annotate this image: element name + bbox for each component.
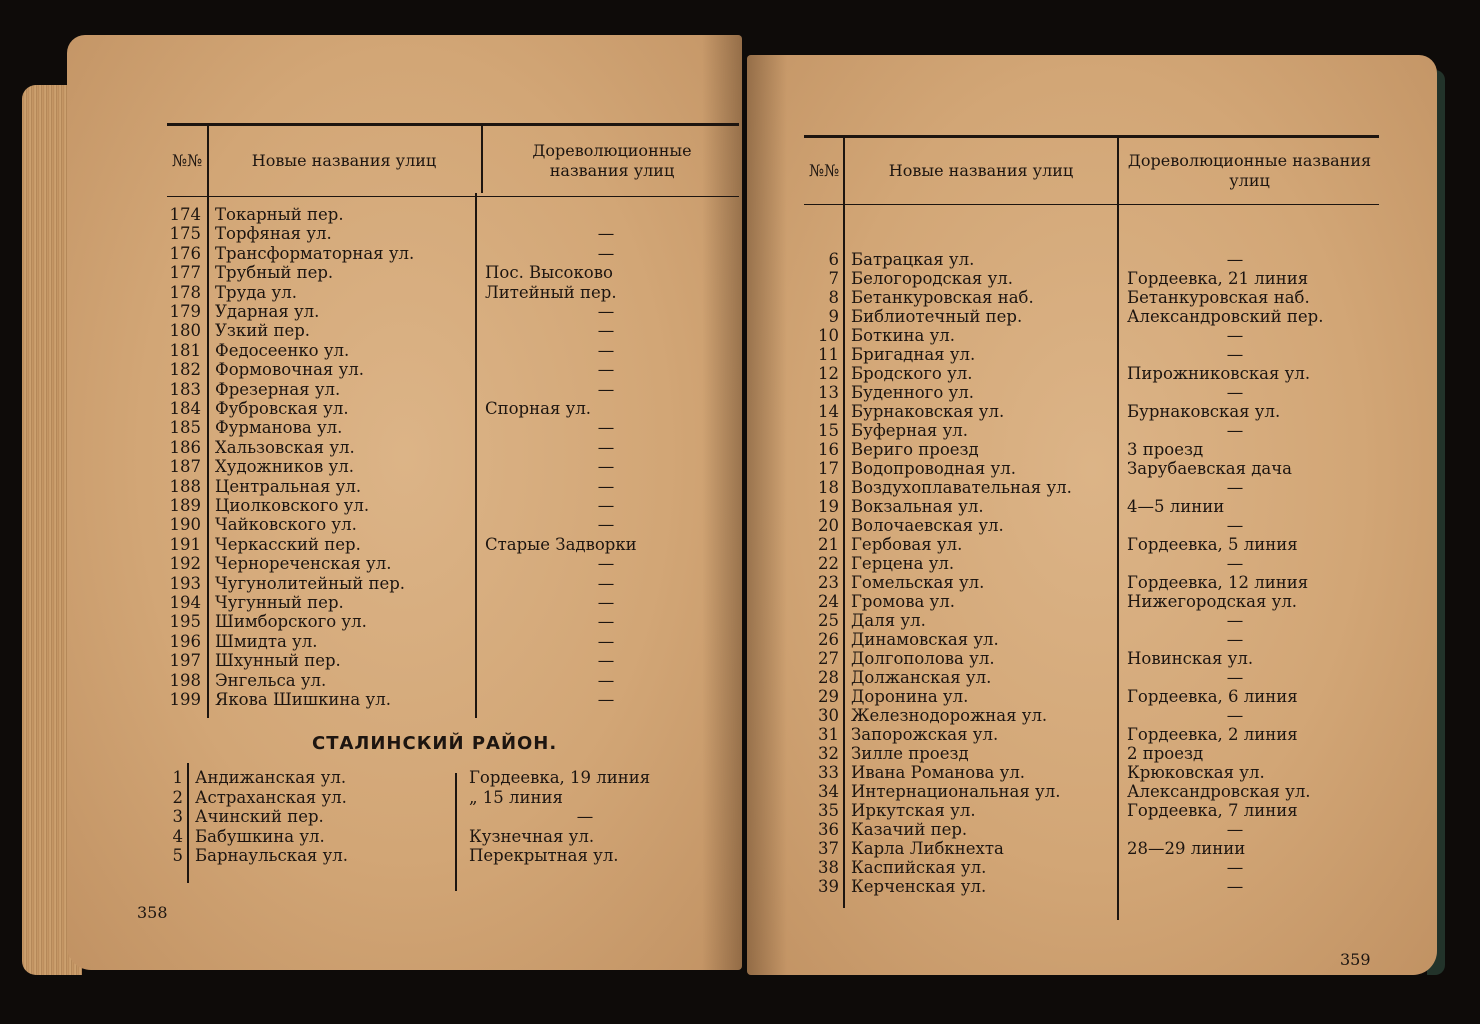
row-number: 185 [169, 418, 201, 438]
new-street-name: Чугунолитейный пер. [215, 573, 406, 593]
new-street-name: Буденного ул. [851, 383, 974, 402]
new-street-name: Боткина ул. [851, 326, 956, 345]
old-street-name: Кузнечная ул. [469, 826, 595, 846]
new-street-name: Долгополова ул. [851, 649, 995, 668]
old-street-name: Крюковская ул. [1127, 763, 1265, 782]
old-street-name: 28—29 линии [1127, 839, 1246, 858]
new-street-name: Циолковского ул. [215, 496, 370, 515]
old-street-name: Бурнаковская ул. [1127, 402, 1281, 421]
new-street-name: Якова Шишкина ул. [215, 690, 391, 709]
row-number: 6 [828, 250, 839, 269]
new-street-name: Бригадная ул. [851, 345, 976, 364]
dash-marker: — [597, 573, 615, 593]
new-street-name: Шхунный пер. [215, 651, 341, 671]
table-row [747, 858, 1437, 878]
dash-marker: — [1226, 706, 1244, 725]
table-row [67, 477, 742, 497]
row-number: 186 [169, 437, 201, 457]
new-street-name: Динамовская ул. [851, 630, 999, 649]
table-row [747, 573, 1437, 593]
new-street-name: Художников ул. [215, 457, 354, 477]
table-row [67, 632, 742, 652]
dash-marker: — [1226, 554, 1244, 573]
row-number: 187 [169, 457, 201, 477]
row-number: 197 [169, 651, 201, 671]
row-number: 29 [818, 687, 839, 706]
table-row [67, 554, 742, 574]
row-number: 199 [169, 690, 201, 709]
open-book [12, 30, 1462, 990]
table-row [67, 768, 742, 788]
new-street-name: Барнаульская ул. [195, 846, 349, 866]
table-row [67, 690, 742, 710]
row-number: 183 [169, 379, 201, 399]
new-street-name: Федосеенко ул. [215, 340, 350, 360]
row-number: 5 [172, 846, 183, 866]
table-row [747, 839, 1437, 859]
row-number: 192 [169, 554, 201, 574]
old-street-name: Гордеевка, 21 линия [1127, 269, 1309, 288]
right-page [747, 55, 1437, 975]
district-title: СТАЛИНСКИЙ РАЙОН. [312, 733, 558, 754]
row-number: 38 [818, 858, 839, 877]
new-street-name: Чайковского ул. [215, 515, 357, 535]
row-number: 189 [169, 496, 201, 515]
row-number: 8 [828, 288, 839, 307]
new-street-name: Чернореченская ул. [215, 554, 392, 574]
row-number: 10 [818, 326, 839, 345]
new-street-name: Волочаевская ул. [851, 516, 1004, 535]
dash-marker: — [1226, 383, 1244, 402]
new-street-name: Формовочная ул. [215, 360, 365, 380]
header-new-names: Новые названия улиц [251, 151, 437, 170]
table-row [67, 612, 742, 632]
new-street-name: Гомельская ул. [851, 573, 985, 592]
row-number: 177 [169, 263, 201, 283]
new-street-name: Фрезерная ул. [215, 379, 341, 399]
row-number: 178 [169, 282, 201, 302]
row-number: 32 [818, 744, 839, 763]
table-row [747, 364, 1437, 384]
row-number: 31 [818, 725, 839, 744]
new-street-name: Даля ул. [851, 611, 926, 630]
dash-marker: — [597, 554, 615, 574]
row-number: 11 [818, 345, 839, 364]
old-street-name: Гордеевка, 12 линия [1127, 573, 1309, 592]
new-street-name: Фубровская ул. [215, 399, 349, 418]
new-street-name: Шимборского ул. [215, 612, 367, 632]
row-number: 24 [818, 592, 839, 611]
header-num: №№ [171, 151, 203, 170]
table-row [67, 380, 742, 400]
table-row [747, 440, 1437, 460]
table-row [67, 807, 742, 827]
dash-marker: — [597, 321, 615, 341]
row-number: 35 [818, 801, 839, 820]
new-street-name: Шмидта ул. [215, 631, 318, 651]
table-row [747, 801, 1437, 821]
dash-marker: — [1226, 877, 1244, 896]
table-row [747, 459, 1437, 479]
new-street-name: Железнодорожная ул. [851, 706, 1048, 725]
row-number: 193 [169, 573, 201, 593]
new-street-name: Иркутская ул. [851, 801, 976, 820]
table-row [747, 725, 1437, 745]
table-row [747, 516, 1437, 536]
old-street-name: Гордеевка, 5 линия [1127, 535, 1298, 554]
dash-marker: — [597, 437, 615, 457]
row-number: 3 [172, 807, 183, 827]
new-street-name: Чугунный пер. [215, 593, 344, 612]
row-number: 181 [169, 340, 201, 360]
dash-marker: — [597, 496, 615, 515]
row-number: 16 [818, 440, 839, 459]
old-street-name: Литейный пер. [485, 282, 617, 302]
row-number: 15 [818, 421, 839, 440]
row-number: 19 [818, 497, 839, 516]
new-street-name: Белогородская ул. [851, 269, 1014, 288]
column-divider [481, 123, 483, 193]
row-number: 194 [169, 593, 201, 612]
old-street-name: Гордеевка, 19 линия [469, 768, 651, 787]
new-street-name: Воздухоплавательная ул. [851, 478, 1072, 497]
table-row [67, 244, 742, 264]
dash-marker: — [597, 457, 615, 477]
new-street-name: Центральная ул. [215, 476, 362, 496]
table-row [747, 592, 1437, 612]
dash-marker: — [1226, 421, 1244, 440]
dash-marker: — [597, 340, 615, 360]
dash-marker: — [597, 224, 615, 244]
dash-marker: — [576, 807, 594, 827]
header-num: №№ [808, 161, 840, 180]
table-row [67, 438, 742, 458]
dash-marker: — [1226, 345, 1244, 364]
table-row [67, 418, 742, 438]
dash-marker: — [1226, 516, 1244, 535]
row-number: 28 [818, 668, 839, 687]
header-old-names: Дореволюционные названия улиц [1127, 151, 1372, 190]
row-number: 182 [169, 360, 201, 380]
new-street-name: Токарный пер. [215, 205, 344, 224]
row-number: 196 [169, 631, 201, 651]
old-street-name: Перекрытная ул. [469, 846, 619, 866]
dash-marker: — [597, 379, 615, 399]
new-street-name: Вериго проезд [851, 440, 979, 459]
old-street-name: 4—5 линии [1127, 497, 1225, 516]
table-row [747, 478, 1437, 498]
table-row [747, 611, 1437, 631]
old-street-name: „ 15 линия [469, 787, 563, 807]
row-number: 188 [169, 476, 201, 496]
row-number: 4 [172, 826, 183, 846]
table-header [804, 135, 1379, 205]
old-street-name: Бетанкуровская наб. [1127, 288, 1310, 307]
old-street-name: Гордеевка, 7 линия [1127, 801, 1298, 820]
dash-marker: — [1226, 820, 1244, 839]
new-street-name: Каспийская ул. [851, 858, 987, 877]
row-number: 30 [818, 706, 839, 725]
table-row [747, 345, 1437, 365]
table-row [747, 421, 1437, 441]
new-street-name: Герцена ул. [851, 554, 955, 573]
table-row [67, 399, 742, 419]
table-row [747, 269, 1437, 289]
row-number: 175 [169, 224, 201, 244]
table-row [747, 763, 1437, 783]
row-number: 39 [818, 877, 839, 896]
new-street-name: Труда ул. [215, 282, 297, 302]
dash-marker: — [597, 670, 615, 690]
table-row [747, 497, 1437, 517]
row-number: 13 [818, 383, 839, 402]
table-row [747, 326, 1437, 346]
new-street-name: Энгельса ул. [215, 670, 327, 690]
row-number: 9 [828, 307, 839, 326]
dash-marker: — [597, 631, 615, 651]
row-number: 17 [818, 459, 839, 478]
page-number: 359 [1340, 950, 1371, 969]
new-street-name: Громова ул. [851, 592, 955, 611]
table-row [747, 630, 1437, 650]
table-row [747, 877, 1437, 897]
row-number: 176 [169, 243, 201, 263]
dash-marker: — [1226, 326, 1244, 345]
dash-marker: — [1226, 858, 1244, 877]
old-street-name: Александровская ул. [1127, 782, 1311, 801]
dash-marker: — [597, 418, 615, 438]
table-row [67, 263, 742, 283]
new-street-name: Бабушкина ул. [195, 826, 325, 846]
new-street-name: Ивана Романова ул. [851, 763, 1026, 782]
dash-marker: — [597, 515, 615, 535]
table-row [67, 302, 742, 322]
dash-marker: — [1226, 611, 1244, 630]
table-row [67, 496, 742, 516]
dash-marker: — [597, 302, 615, 321]
old-street-name: Пирожниковская ул. [1127, 364, 1311, 383]
table-row [67, 224, 742, 244]
table-row [747, 706, 1437, 726]
new-street-name: Доронина ул. [851, 687, 969, 706]
new-street-name: Ударная ул. [215, 302, 320, 321]
table-row [67, 593, 742, 613]
old-street-name: Александровский пер. [1127, 307, 1324, 326]
new-street-name: Зилле проезд [851, 744, 969, 763]
table-row [747, 535, 1437, 555]
old-street-name: Пос. Высоково [485, 263, 613, 283]
new-street-name: Хальзовская ул. [215, 437, 355, 457]
row-number: 184 [169, 399, 201, 418]
table-row [747, 307, 1437, 327]
table-row [747, 288, 1437, 308]
new-street-name: Водопроводная ул. [851, 459, 1016, 478]
row-number: 37 [818, 839, 839, 858]
new-street-name: Должанская ул. [851, 668, 992, 687]
row-number: 7 [828, 269, 839, 288]
dash-marker: — [1226, 630, 1244, 649]
row-number: 27 [818, 649, 839, 668]
new-street-name: Бродского ул. [851, 364, 973, 383]
row-number: 12 [818, 364, 839, 383]
new-street-name: Андижанская ул. [195, 768, 347, 787]
row-number: 21 [818, 535, 839, 554]
new-street-name: Батрацкая ул. [851, 250, 975, 269]
dash-marker: — [1226, 478, 1244, 497]
table-row [747, 687, 1437, 707]
row-number: 1 [172, 768, 183, 787]
new-street-name: Бурнаковская ул. [851, 402, 1005, 421]
row-number: 180 [169, 321, 201, 341]
dash-marker: — [597, 243, 615, 263]
old-street-name: Спорная ул. [485, 399, 592, 418]
dash-marker: — [1226, 250, 1244, 269]
table-row [747, 782, 1437, 802]
table-header [167, 123, 739, 197]
row-number: 18 [818, 478, 839, 497]
row-number: 195 [169, 612, 201, 632]
row-number: 198 [169, 670, 201, 690]
table-row [747, 649, 1437, 669]
table-row [67, 205, 742, 225]
table-row [747, 383, 1437, 403]
table-row [67, 283, 742, 303]
left-page [67, 35, 742, 970]
table-row [67, 671, 742, 691]
row-number: 191 [169, 534, 201, 554]
table-row [67, 574, 742, 594]
new-street-name: Библиотечный пер. [851, 307, 1023, 326]
row-number: 26 [818, 630, 839, 649]
row-number: 22 [818, 554, 839, 573]
row-number: 14 [818, 402, 839, 421]
old-street-name: 2 проезд [1127, 744, 1204, 763]
new-street-name: Трубный пер. [215, 263, 334, 283]
table-row [67, 535, 742, 555]
dash-marker: — [597, 593, 615, 612]
table-row [67, 321, 742, 341]
row-number: 34 [818, 782, 839, 801]
new-street-name: Торфяная ул. [215, 224, 332, 244]
header-old-names: Дореволюционные названия улиц [532, 141, 692, 180]
old-street-name: 3 проезд [1127, 440, 1204, 459]
old-street-name: Нижегородская ул. [1127, 592, 1298, 611]
old-street-name: Старые Задворки [485, 534, 637, 554]
new-street-name: Астраханская ул. [195, 787, 347, 807]
row-number: 20 [818, 516, 839, 535]
old-street-name: Новинская ул. [1127, 649, 1254, 668]
new-street-name: Интернациональная ул. [851, 782, 1061, 801]
table-row [747, 744, 1437, 764]
new-street-name: Запорожская ул. [851, 725, 999, 744]
new-street-name: Керченская ул. [851, 877, 987, 896]
row-number: 174 [169, 205, 201, 224]
new-street-name: Бетанкуровская наб. [851, 288, 1034, 307]
table-row [747, 402, 1437, 422]
table-row [67, 788, 742, 808]
page-number: 358 [137, 903, 168, 922]
table-row [67, 360, 742, 380]
new-street-name: Казачий пер. [851, 820, 968, 839]
new-street-name: Узкий пер. [215, 321, 311, 341]
new-street-name: Гербовая ул. [851, 535, 963, 554]
table-row [67, 457, 742, 477]
table-row [67, 651, 742, 671]
old-street-name: Гордеевка, 2 линия [1127, 725, 1298, 744]
new-street-name: Буферная ул. [851, 421, 968, 440]
old-street-name: Зарубаевская дача [1127, 459, 1292, 478]
new-street-name: Черкасский пер. [215, 534, 361, 554]
row-number: 36 [818, 820, 839, 839]
row-number: 2 [172, 787, 183, 807]
row-number: 190 [169, 515, 201, 535]
row-number: 33 [818, 763, 839, 782]
row-number: 23 [818, 573, 839, 592]
dash-marker: — [1226, 668, 1244, 687]
dash-marker: — [597, 476, 615, 496]
header-new-names: Новые названия улиц [888, 161, 1074, 180]
old-street-name: Гордеевка, 6 линия [1127, 687, 1298, 706]
new-street-name: Фурманова ул. [215, 418, 343, 438]
table-row [67, 827, 742, 847]
table-row [747, 820, 1437, 840]
table-row [67, 846, 742, 866]
table-row [67, 341, 742, 361]
new-street-name: Трансформаторная ул. [215, 243, 415, 263]
table-row [747, 250, 1437, 270]
row-number: 179 [169, 302, 201, 321]
row-number: 25 [818, 611, 839, 630]
dash-marker: — [597, 612, 615, 632]
new-street-name: Вокзальная ул. [851, 497, 984, 516]
dash-marker: — [597, 690, 615, 709]
table-row [67, 515, 742, 535]
new-street-name: Карла Либкнехта [851, 839, 1004, 858]
dash-marker: — [597, 651, 615, 671]
table-row [747, 554, 1437, 574]
dash-marker: — [597, 360, 615, 380]
new-street-name: Ачинский пер. [195, 807, 324, 827]
table-row [747, 668, 1437, 688]
